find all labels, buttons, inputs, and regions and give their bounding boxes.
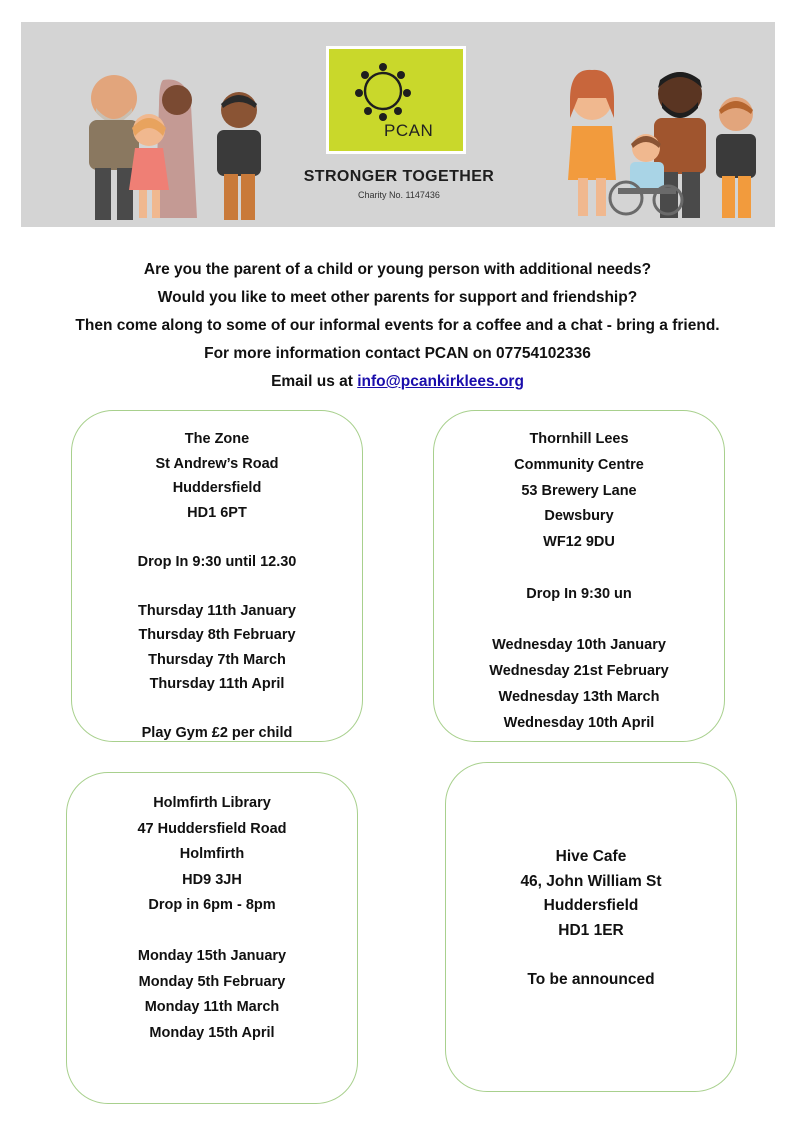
venue-times: Drop In 9:30 un <box>526 585 632 602</box>
event-date: Monday 5th February <box>138 973 286 990</box>
intro-line-3: Then come along to some of our informal events for a coffee and a chat - bring a friend. <box>75 317 720 334</box>
intro-line-2: Would you like to meet other parents for support and friendship? <box>157 289 638 306</box>
venue-town: Dewsbury <box>544 508 614 525</box>
venue-card-thornhill-lees <box>433 410 725 742</box>
venue-town: Huddersfield <box>172 480 262 496</box>
event-date: Wednesday 21st February <box>489 663 669 680</box>
venue-postcode: HD1 6PT <box>187 504 247 521</box>
family-illustration-right <box>556 48 766 218</box>
venue-postcode: HD9 3JH <box>182 871 242 888</box>
event-date: Thursday 7th March <box>148 651 286 668</box>
intro-line-1: Are you the parent of a child or young person with additional needs? <box>143 261 652 278</box>
event-date: Thursday 11th January <box>138 602 296 619</box>
intro-line-4: For more information contact PCAN on 07754102336 <box>204 345 591 362</box>
logo-text: PCAN <box>384 121 434 140</box>
venue-postcode: HD1 1ER <box>558 921 624 939</box>
venue-name: Thornhill Lees <box>529 431 629 447</box>
venue-town: Huddersfield <box>543 897 639 914</box>
venue-times: Drop in 6pm - 8pm <box>148 897 276 913</box>
event-date: Wednesday 10th April <box>503 714 655 731</box>
family-illustration-left <box>59 50 274 220</box>
event-date: Wednesday 13th March <box>498 688 660 705</box>
venue-card-holmfirth-library <box>66 772 358 1104</box>
venue-card-the-zone <box>71 410 363 742</box>
header-banner <box>21 22 775 227</box>
venue-street: St Andrew’s Road <box>155 455 279 472</box>
venue-street: 46, John William St <box>520 872 662 890</box>
event-date: Wednesday 10th January <box>492 637 666 654</box>
venue-street: 53 Brewery Lane <box>521 482 637 499</box>
intro-text <box>20 256 775 396</box>
venue-name: Hive Cafe <box>555 848 627 865</box>
event-date: Monday 15th April <box>149 1024 275 1041</box>
pcan-logo <box>326 46 466 154</box>
event-date: Monday 11th March <box>144 999 280 1015</box>
venue-times: Drop In 9:30 until 12.30 <box>137 553 297 570</box>
venue-name: Holmfirth Library <box>153 795 271 811</box>
venue-card-hive-cafe <box>445 762 737 1092</box>
email-prefix: Email us at <box>271 373 358 390</box>
venue-postcode: WF12 9DU <box>543 534 615 551</box>
email-link[interactable]: info@pcankirklees.org <box>357 373 524 390</box>
email-line <box>20 368 775 396</box>
venue-note: To be announced <box>527 970 655 988</box>
venue-town: Holmfirth <box>179 846 245 862</box>
event-date: Monday 15th January <box>137 948 287 964</box>
event-date: Thursday 8th February <box>138 627 296 643</box>
venue-name-2: Community Centre <box>514 456 644 473</box>
charity-number: Charity No. 1147436 <box>358 190 440 200</box>
venue-note: Play Gym £2 per child <box>141 725 293 741</box>
venue-street: 47 Huddersfield Road <box>137 820 287 837</box>
people-circle-icon <box>343 61 423 121</box>
event-date: Thursday 11th April <box>149 676 285 692</box>
tagline: STRONGER TOGETHER <box>303 168 495 185</box>
venue-name: The Zone <box>184 431 250 447</box>
